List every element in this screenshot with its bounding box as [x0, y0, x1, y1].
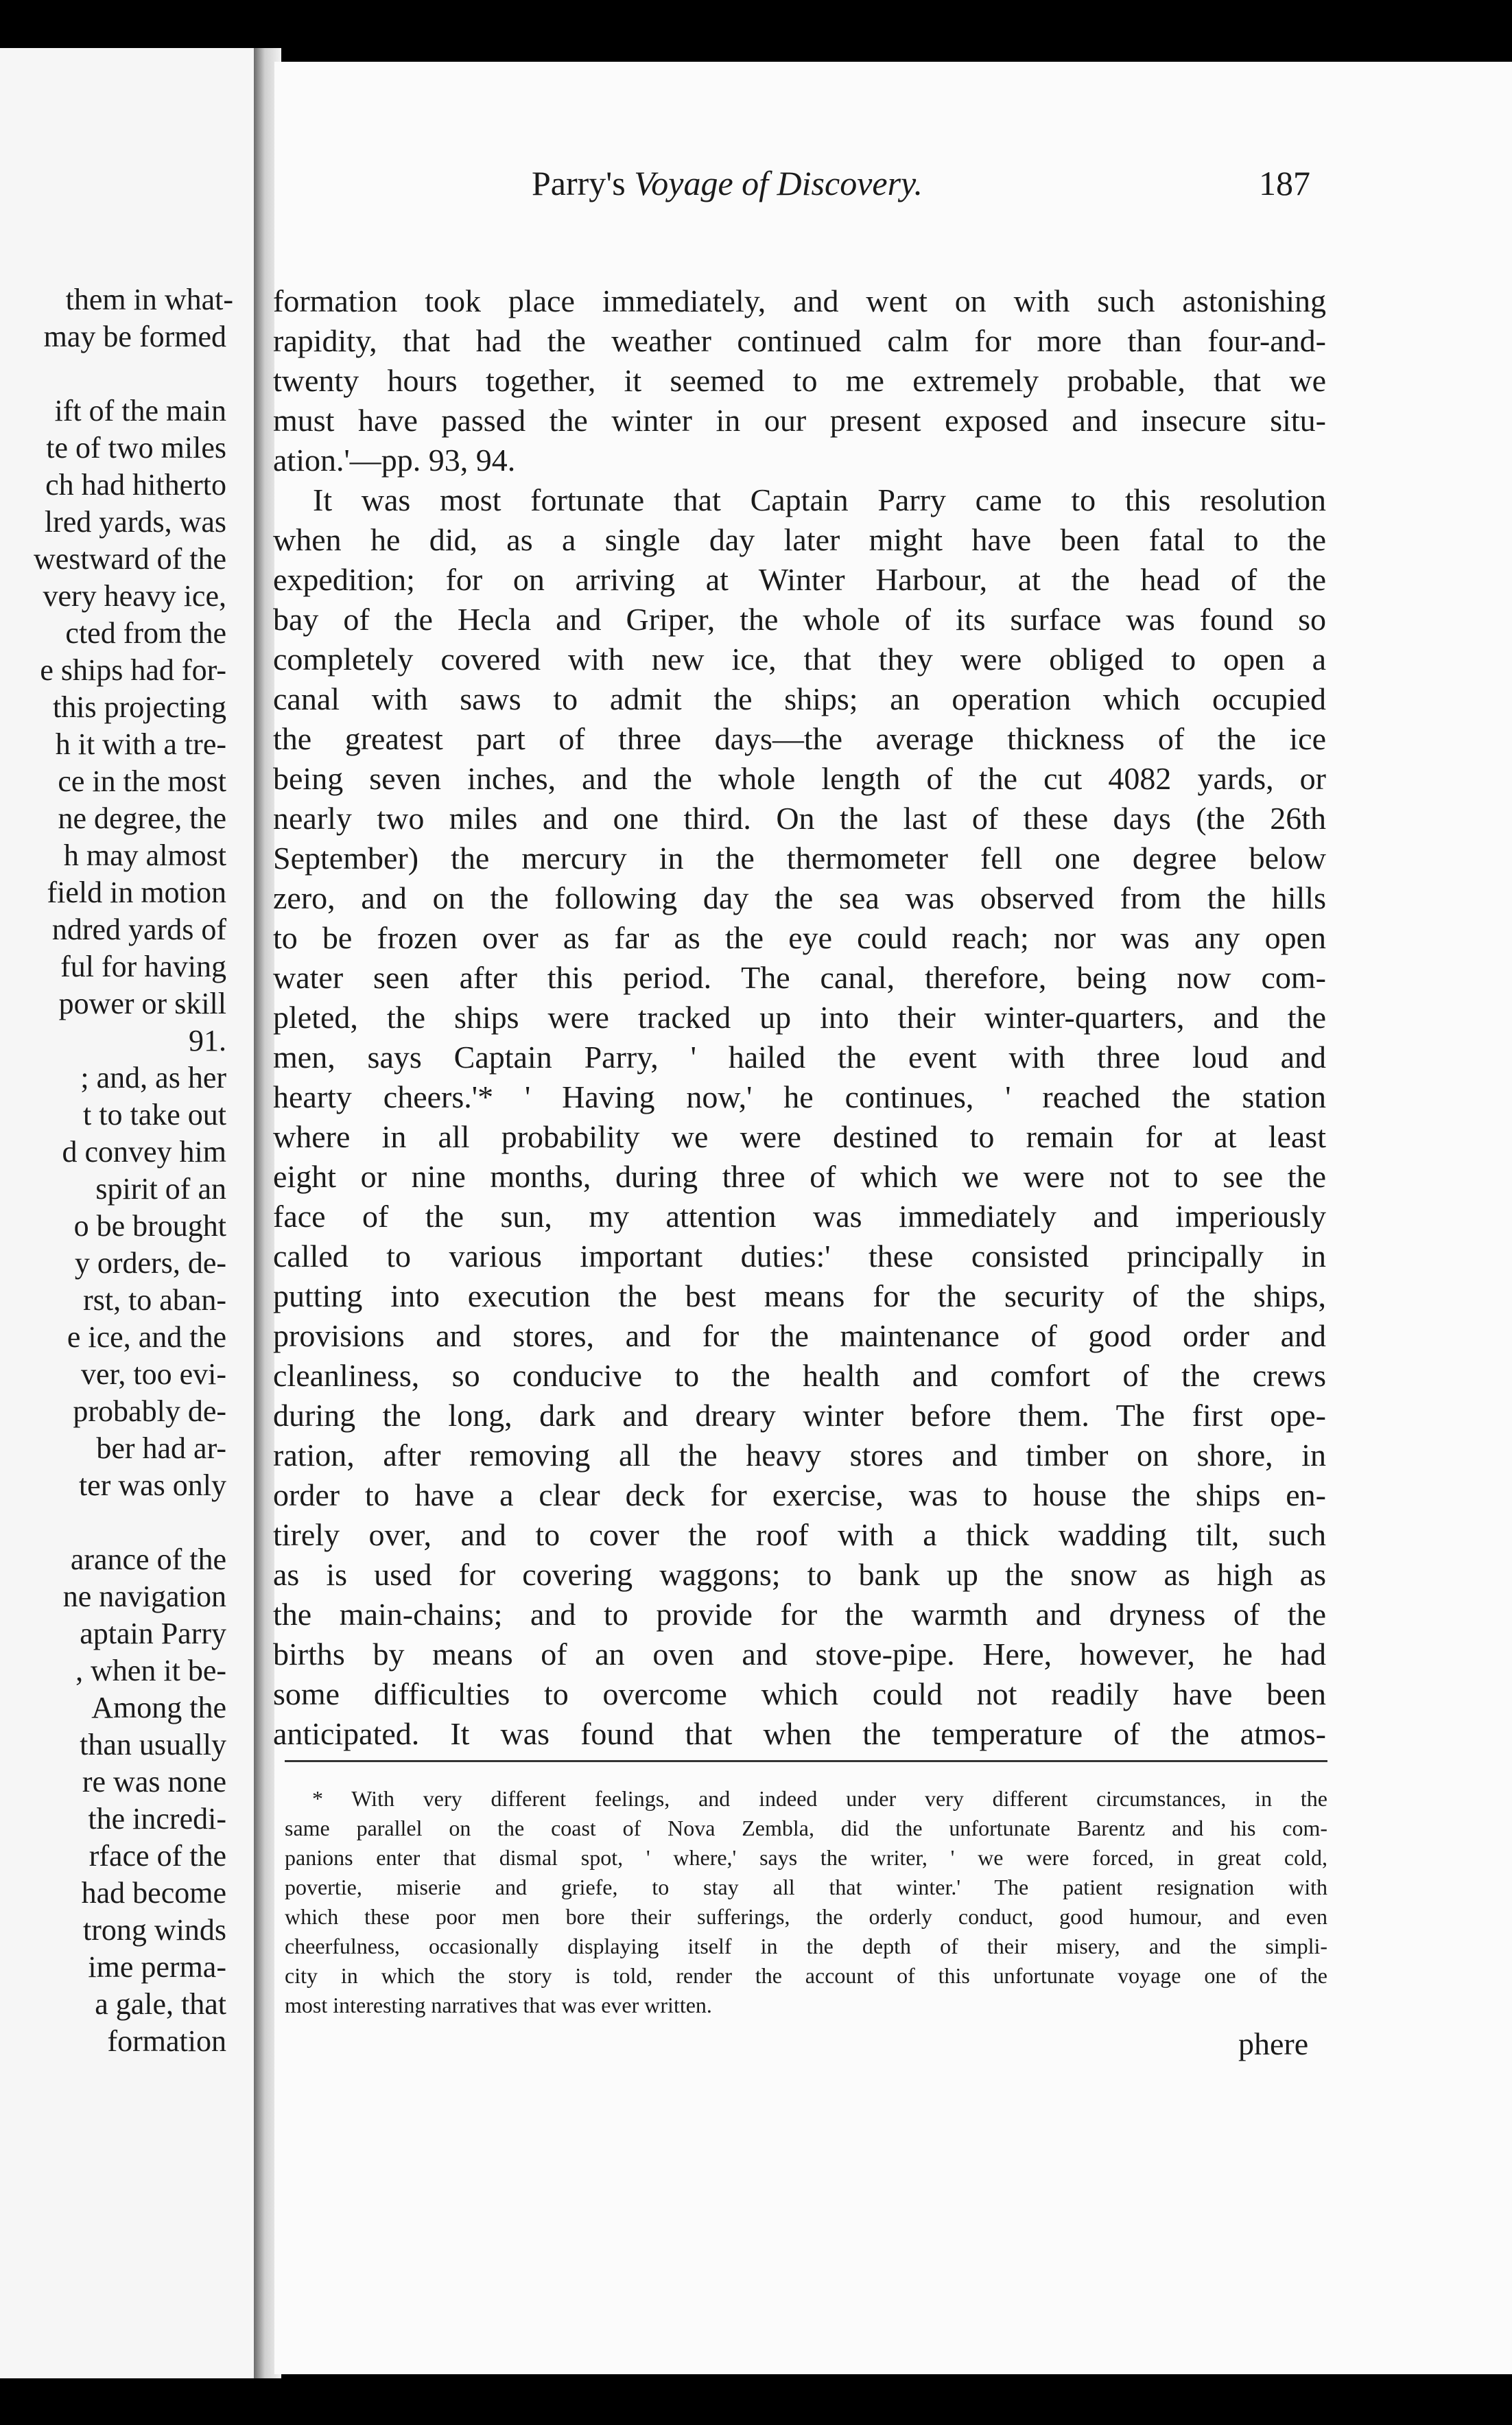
facing-page-line: o be brought — [73, 1209, 226, 1243]
scan-top-border — [0, 0, 1512, 55]
body-line: twenty hours together, it seemed to me extremely probable, that we — [273, 363, 1326, 398]
body-line: the greatest part of three days—the average thickness of the ice — [273, 721, 1326, 756]
facing-page-line: ch had hitherto — [45, 468, 226, 502]
body-line: to be frozen over as far as the eye could reach; nor was any open — [273, 920, 1326, 955]
running-head-work: Voyage of Discovery. — [634, 164, 923, 202]
facing-page-line: the incredi- — [88, 1802, 226, 1836]
body-line: nearly two miles and one third. On the last of these days (the 26th — [273, 801, 1326, 836]
facing-page-line: may be formed — [43, 320, 226, 353]
body-line: hearty cheers.'* ' Having now,' he continues, ' reached the station — [273, 1079, 1326, 1114]
facing-page-line: y orders, de- — [74, 1246, 226, 1280]
footnote-line: same parallel on the coast of Nova Zembla, did the unfortunate Barentz and his com- — [285, 1816, 1327, 1840]
facing-page-line: rface of the — [88, 1839, 226, 1873]
facing-page-line: a gale, that — [95, 1987, 226, 2021]
body-line: when he did, as a single day later might have been fatal to the — [273, 522, 1326, 557]
body-line: bay of the Hecla and Griper, the whole of its surface was found so — [273, 602, 1326, 637]
body-line: called to various important duties:' these consisted principally in — [273, 1239, 1326, 1274]
body-line: pleted, the ships were tracked up into their winter-quarters, and the — [273, 1000, 1326, 1035]
facing-page-fragment — [0, 48, 254, 2388]
body-line: provisions and stores, and for the maintenance of good order and — [273, 1318, 1326, 1353]
facing-page-line: field in motion — [47, 876, 226, 909]
facing-page-line: te of two miles — [46, 431, 226, 465]
body-line: September) the mercury in the thermometer fell one degree below — [273, 841, 1326, 876]
facing-page-line: , when it be- — [75, 1654, 226, 1687]
footnote-line: panions enter that dismal spot, ' where,' says the writer, ' we were forced, in great cold, — [285, 1845, 1327, 1870]
facing-page-line: ndred yards of — [51, 913, 226, 946]
facing-page-line: spirit of an — [95, 1172, 226, 1206]
body-line: some difficulties to overcome which could not readily have been — [273, 1676, 1326, 1711]
facing-page-line: h it with a tre- — [55, 727, 226, 761]
page-number: 187 — [1259, 164, 1310, 202]
body-line: cleanliness, so conducive to the health and comfort of the crews — [273, 1358, 1326, 1393]
body-line: rapidity, that had the weather continued calm for more than four-and- — [273, 323, 1326, 358]
facing-page-line: rst, to aban- — [83, 1283, 226, 1317]
body-text — [273, 281, 1326, 1754]
facing-page-line: had become — [81, 1876, 226, 1910]
body-line: ation.'—pp. 93, 94. — [273, 443, 516, 478]
body-line: It was most fortunate that Captain Parry came to this resolution — [313, 482, 1326, 517]
body-line: births by means of an oven and stove-pipe. Here, however, he had — [273, 1637, 1326, 1672]
footnote-line: most interesting narratives that was ever written. — [285, 1993, 712, 2017]
facing-page-line: probably de- — [73, 1394, 226, 1428]
body-line: tirely over, and to cover the roof with a thick wadding tilt, such — [273, 1517, 1326, 1552]
footnote-line: * With very different feelings, and indeed under very different circumstances, in the — [312, 1786, 1327, 1811]
facing-page-line: 91. — [189, 1024, 226, 1057]
running-head-author: Parry's — [532, 164, 626, 202]
body-line: completely covered with new ice, that they were obliged to open a — [273, 642, 1326, 677]
body-line: being seven inches, and the whole length of the cut 4082 yards, or — [273, 761, 1326, 796]
body-line: as is used for covering waggons; to bank up the snow as high as — [273, 1557, 1326, 1592]
facing-page-line: aptain Parry — [80, 1617, 226, 1650]
facing-page-line: t to take out — [83, 1098, 226, 1132]
body-line: canal with saws to admit the ships; an operation which occupied — [273, 681, 1326, 716]
facing-page-line: e ships had for- — [40, 653, 226, 687]
body-line: order to have a clear deck for exercise, was to house the ships en- — [273, 1477, 1326, 1512]
footnote-rule — [285, 1760, 1327, 1762]
footnote-line: city in which the story is told, render the account of this unfortunate voyage one of the — [285, 1963, 1327, 1988]
footnote-line: povertie, miserie and griefe, to stay all that winter.' The patient resignation with — [285, 1875, 1327, 1899]
facing-page-line: arance of the — [70, 1543, 226, 1576]
body-line: putting into execution the best means for the security of the ships, — [273, 1278, 1326, 1313]
footnote — [285, 1784, 1327, 2020]
body-line: men, says Captain Parry, ' hailed the event with three loud and — [273, 1040, 1326, 1075]
facing-page-line: formation — [107, 2024, 226, 2058]
facing-page-line: re was none — [82, 1765, 226, 1799]
facing-page-line: very heavy ice, — [43, 579, 226, 613]
facing-page-line: than usually — [80, 1728, 226, 1761]
body-line: eight or nine months, during three of which we were not to see the — [273, 1159, 1326, 1194]
body-line: expedition; for on arriving at Winter Harbour, at the head of the — [273, 562, 1326, 597]
body-line: anticipated. It was found that when the temperature of the atmos- — [273, 1716, 1326, 1751]
body-line: water seen after this period. The canal, therefore, being now com- — [273, 960, 1326, 995]
facing-page-line: ce in the most — [58, 764, 226, 798]
facing-page-line: cted from the — [65, 616, 226, 650]
facing-page-line: ter was only — [78, 1468, 226, 1502]
body-line: where in all probability we were destined to remain for at least — [273, 1119, 1326, 1154]
body-line: ration, after removing all the heavy stores and timber on shore, in — [273, 1438, 1326, 1473]
body-line: face of the sun, my attention was immediately and imperiously — [273, 1199, 1326, 1234]
body-line: must have passed the winter in our present exposed and insecure situ- — [273, 403, 1326, 438]
facing-page-line: this projecting — [53, 690, 226, 724]
facing-page-line: ful for having — [60, 950, 226, 983]
facing-page-line: Among the — [91, 1691, 226, 1724]
facing-page-line: d convey him — [62, 1135, 226, 1169]
catchword: phere — [1238, 2026, 1309, 2061]
facing-page-line: h may almost — [63, 839, 226, 872]
running-head — [532, 159, 1310, 207]
footnote-line: cheerfulness, occasionally displaying itself in the depth of their misery, and the simpli- — [285, 1934, 1327, 1958]
body-line: during the long, dark and dreary winter before them. The first ope- — [273, 1398, 1326, 1433]
facing-page-line: westward of the — [33, 542, 226, 576]
running-head-title — [532, 159, 923, 207]
facing-page-line: them in what- — [65, 283, 233, 316]
body-line: zero, and on the following day the sea was observed from the hills — [273, 880, 1326, 915]
facing-page-line: ; and, as her — [80, 1061, 226, 1094]
facing-page-line: e ice, and the — [67, 1320, 226, 1354]
scan-bottom-border — [0, 2378, 1512, 2425]
facing-page-line: power or skill — [58, 987, 226, 1020]
facing-page-line: ne degree, the — [58, 801, 226, 835]
body-line: the main-chains; and to provide for the warmth and dryness of the — [273, 1597, 1326, 1632]
facing-page-line: ber had ar- — [96, 1431, 226, 1465]
facing-page-line: lred yards, was — [44, 505, 226, 539]
footnote-line: which these poor men bore their sufferings, the orderly conduct, good humour, and even — [285, 1904, 1327, 1929]
facing-page-line: ne navigation — [62, 1580, 226, 1613]
facing-page-line: ift of the main — [54, 394, 226, 427]
facing-page-line: ver, too evi- — [80, 1357, 226, 1391]
facing-page-line: trong winds — [83, 1913, 226, 1947]
body-line: formation took place immediately, and went on with such astonishing — [273, 283, 1326, 318]
facing-page-line: ime perma- — [88, 1950, 226, 1984]
